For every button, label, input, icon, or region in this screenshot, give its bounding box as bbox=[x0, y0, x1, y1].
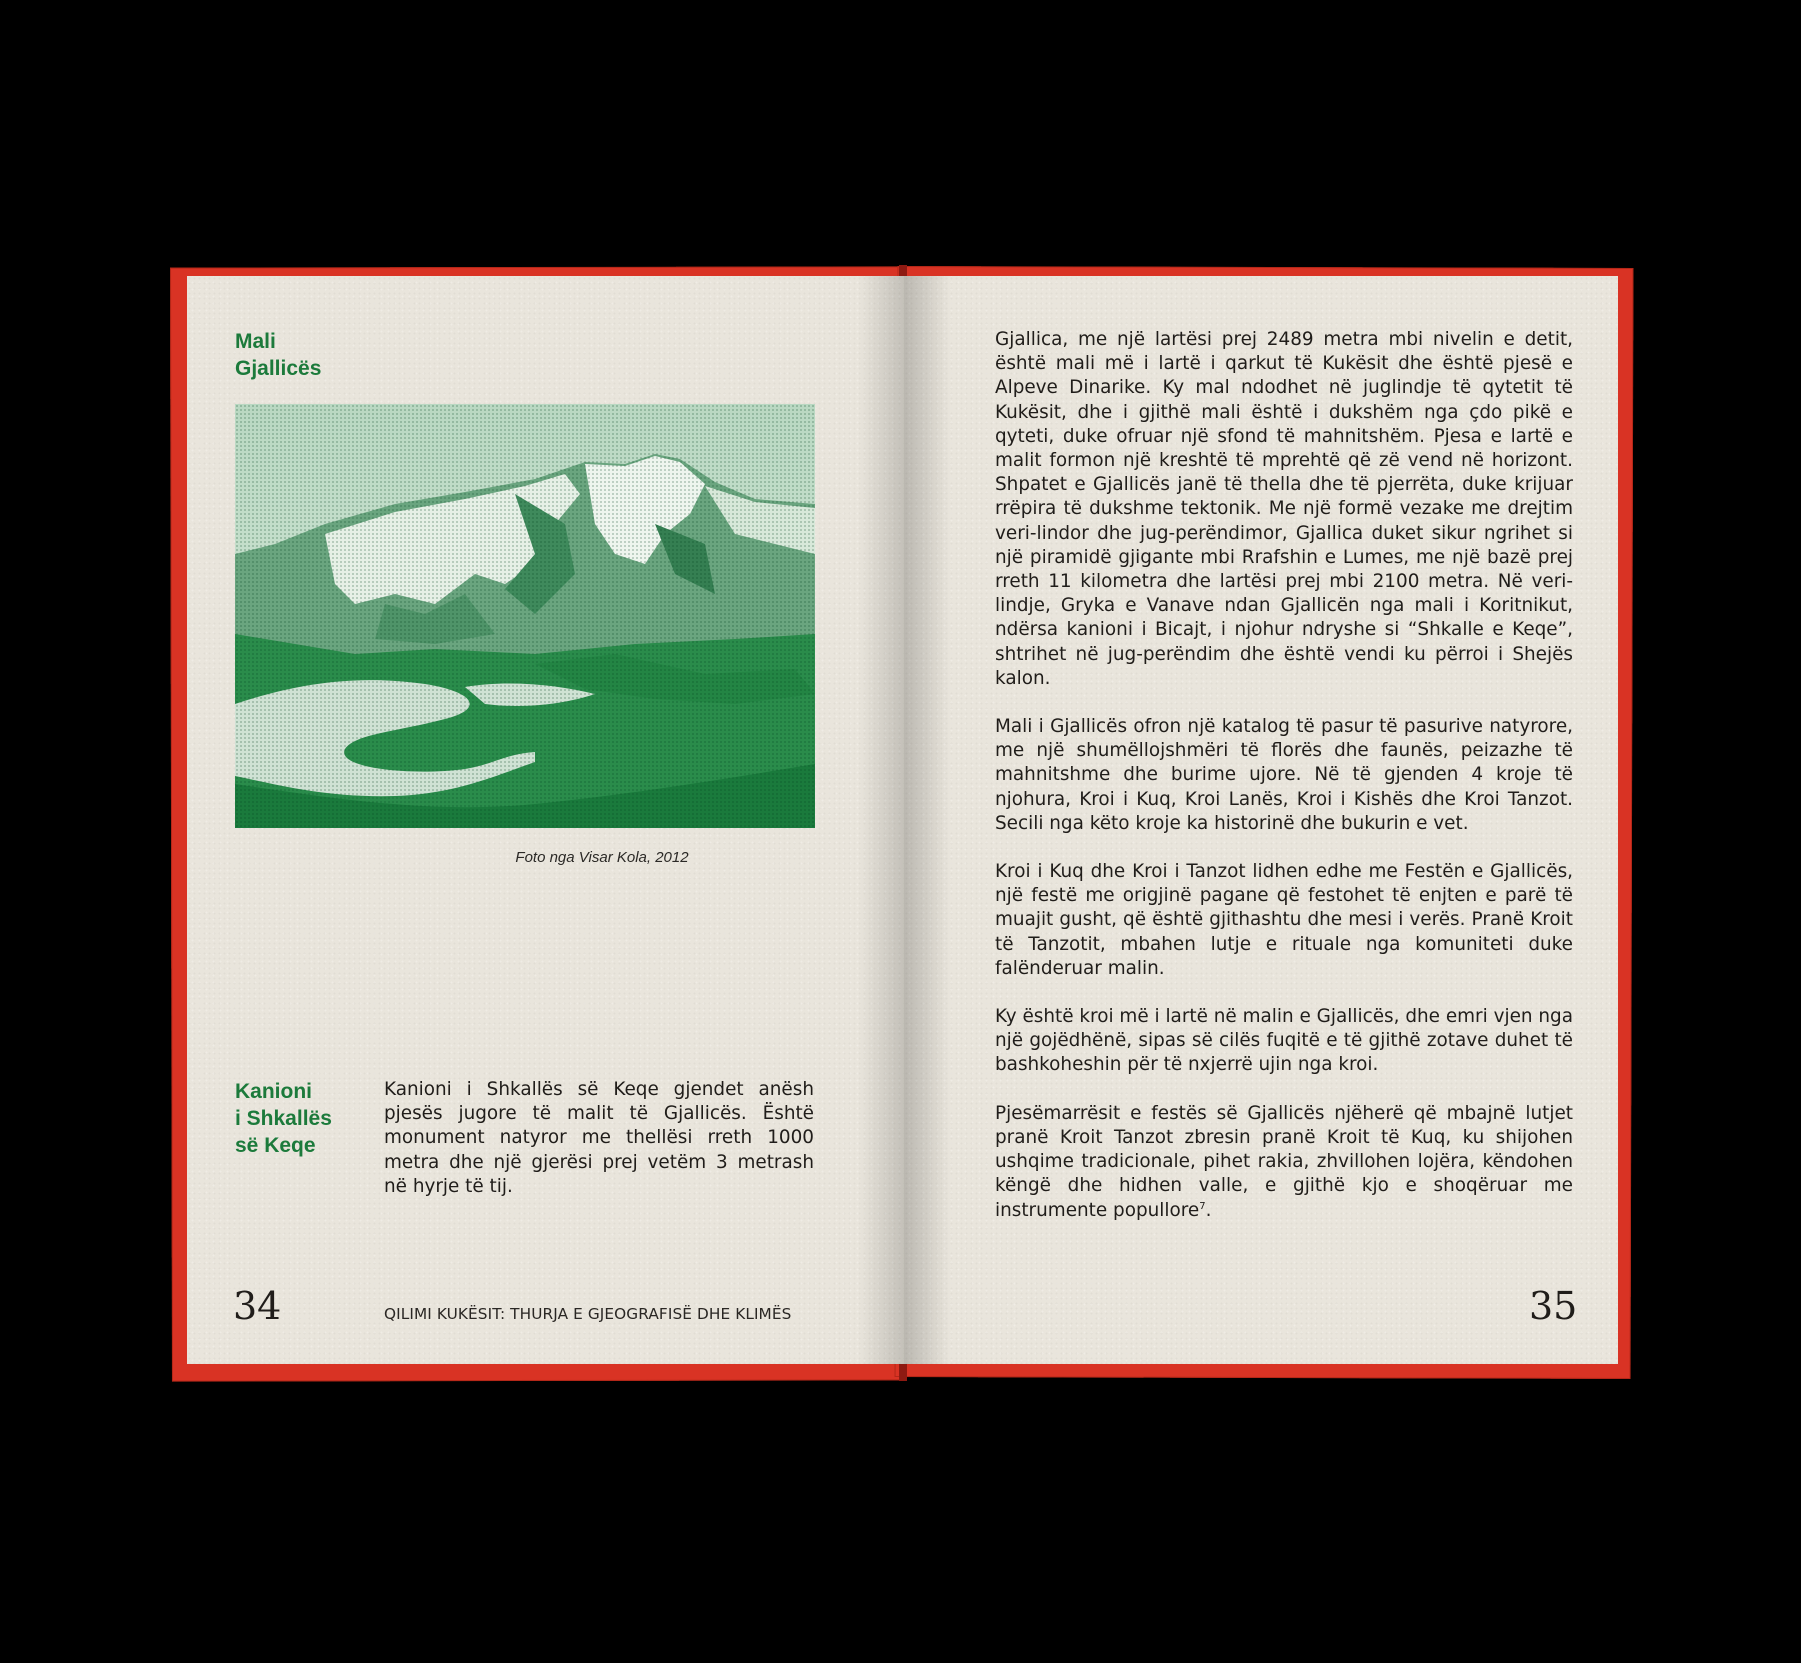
paragraph: Mali i Gjallicës ofron një katalog të pasur të pasurive natyrore, me një shumëllojshmëri të florës dhe faunës, peizazhe të mahnitshme dhe burime ujore. Në të gjenden 4 kroje të njohura, Kroi i Kuq, Kroi Lanës, Kroi i Kishës dhe Kroi Tanzot. Secili nga këto kroje ka historinë dhe bukurin e vet. bbox=[995, 716, 1573, 834]
photo-caption: Foto nga Visar Kola, 2012 bbox=[515, 849, 689, 866]
heading-line: Kanioni bbox=[235, 1080, 312, 1103]
footnote-marker: 7 bbox=[1199, 1200, 1206, 1212]
section-heading-mali-gjallices bbox=[235, 328, 375, 382]
right-page-text bbox=[995, 328, 1573, 1247]
heading-line: i Shkallës bbox=[235, 1107, 332, 1130]
paragraph: Kroi i Kuq dhe Kroi i Tanzot lidhen edhe me Festën e Gjallicës, një festë me origjinë pagane që festohet të enjten e parë të muajit gusht, që është gjithashtu dhe mesi i verës. Pranë Kroit të Tanzotit, mbahen lutje e rituale nga komuniteti duke falënderuar malin. bbox=[995, 861, 1573, 979]
heading-line: Mali bbox=[235, 330, 276, 353]
heading-line: Gjallicës bbox=[235, 357, 322, 380]
page-number-left: 34 bbox=[233, 1284, 282, 1328]
heading-line: së Keqe bbox=[235, 1134, 316, 1157]
section-heading-kanioni bbox=[235, 1078, 375, 1159]
paragraph-last bbox=[995, 1102, 1573, 1223]
mountain-photo-icon bbox=[235, 404, 815, 828]
kanioni-paragraph: Kanioni i Shkallës së Keqe gjendet anësh pjesës jugore të malit të Gjallicës. Është monument natyror me thellësi rreth 1000 metra dhe një gjerësi prej vetëm 3 metrash në hyrje të tij. bbox=[384, 1079, 814, 1197]
paragraph-text: Pjesëmarrësit e festës së Gjallicës njëherë që mbajnë lutjet pranë Kroit Tanzot zbresin pranë Kroit të Kuq, ku shijohen ushqime tradicionale, pihet rakia, zhvillohen lojëra, këndohen këngë dhe hidhen valle, e gjithë kjo e shoqëruar me instrumente popullore bbox=[995, 1102, 1573, 1221]
paragraph: Gjallica, me një lartësi prej 2489 metra mbi nivelin e detit, është mali më i lartë i qarkut të Kukësit dhe është pjesë e Alpeve Dinarike. Ky mal ndodhet në juglindje të qytetit të Kukësit, dhe i gjithë mali është i dukshëm nga çdo pikë e qyteti, duke ofruar një sfond të mahnitshëm. Pjesa e lartë e malit formon një kreshtë të mprehtë që zë vend në horizont. Shpatet e Gjallicës janë të thella dhe të pjerrëta, duke krijuar rrëpira të dukshme tektonik. Me një formë vezake me drejtim veri-lindor dhe jug-perëndimor, Gjallica duket sikur ngrihet si një piramidë gjigante mbi Rrafshin e Lumes, me një bazë prej rreth 11 kilometra dhe lartësi prej mbi 2100 metra. Në veri-lindje, Gryka e Vanave ndan Gjallicën nga mali i Koritnikut, ndërsa kanioni i Bicajt, i njohur ndryshe si “Shkalle e Keqe”, shtrihet në jug-perëndim dhe është vendi ku përroi i Shejës kalon. bbox=[995, 329, 1573, 689]
running-head: QILIMI KUKËSIT: THURJA E GJEOGRAFISË DHE KLIMËS bbox=[384, 1305, 792, 1323]
paragraph-end: . bbox=[1205, 1199, 1212, 1221]
left-page bbox=[187, 276, 904, 1364]
page-number-right: 35 bbox=[1529, 1284, 1578, 1328]
paragraph: Ky është kroi më i lartë në malin e Gjallicës, dhe emri vjen nga një gojëdhënë, sipas së cilës fuqitë e të gjithë zotave duhet të bashkoheshin për të nxjerrë ujin nga kroi. bbox=[995, 1006, 1573, 1076]
right-page bbox=[904, 276, 1618, 1364]
mountain-photo bbox=[235, 404, 815, 828]
